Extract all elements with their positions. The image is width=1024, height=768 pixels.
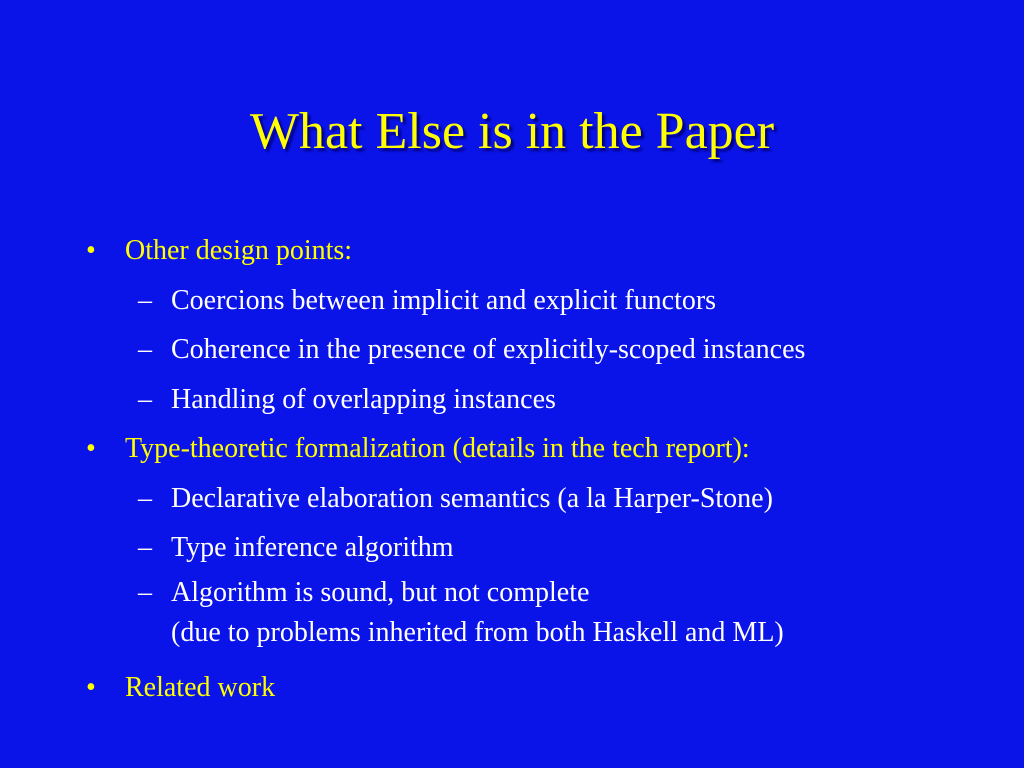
sub-bullet-line: (due to problems inherited from both Haskell and ML): [171, 616, 784, 648]
sub-bullet-line: Algorithm is sound, but not complete: [171, 576, 590, 608]
bullet-marker: •: [86, 235, 96, 266]
sub-bullet-text: Coercions between implicit and explicit functors: [171, 284, 717, 316]
bullet-marker: •: [86, 671, 96, 703]
sub-bullet-text: Handling of overlapping instances: [171, 383, 556, 415]
bullet-item: [0, 226, 1024, 276]
bullet-item: [0, 663, 1024, 713]
sub-bullet-item: [0, 375, 1024, 425]
sub-bullet-marker: –: [138, 383, 152, 415]
sub-bullet-marker: –: [138, 284, 152, 316]
bullet-text: Type-theoretic formalization (details in the tech report):: [125, 433, 750, 464]
sub-bullet-marker: –: [138, 482, 152, 514]
bullet-item: [0, 424, 1024, 474]
sub-bullet-item: [0, 474, 1024, 524]
sub-bullet-text: Type inference algorithm: [171, 532, 454, 563]
bullet-list: [0, 226, 1024, 712]
sub-bullet-marker: –: [138, 334, 152, 365]
bullet-text: Related work: [125, 671, 276, 703]
sub-bullet-item: [0, 325, 1024, 375]
sub-bullet-marker: –: [138, 576, 152, 608]
slide-title: What Else is in the Paper: [249, 103, 775, 160]
sub-bullet-text: [171, 573, 784, 653]
sub-bullet-item: [0, 523, 1024, 573]
sub-bullet-text: Coherence in the presence of explicitly-scoped instances: [171, 334, 806, 365]
bullet-marker: •: [86, 433, 96, 464]
sub-bullet-item: [0, 276, 1024, 326]
sub-bullet-marker: –: [138, 532, 152, 563]
bullet-text: Other design points:: [125, 235, 353, 266]
sub-bullet-item: [0, 573, 1024, 663]
sub-bullet-text: Declarative elaboration semantics (a la Harper-Stone): [171, 482, 773, 514]
